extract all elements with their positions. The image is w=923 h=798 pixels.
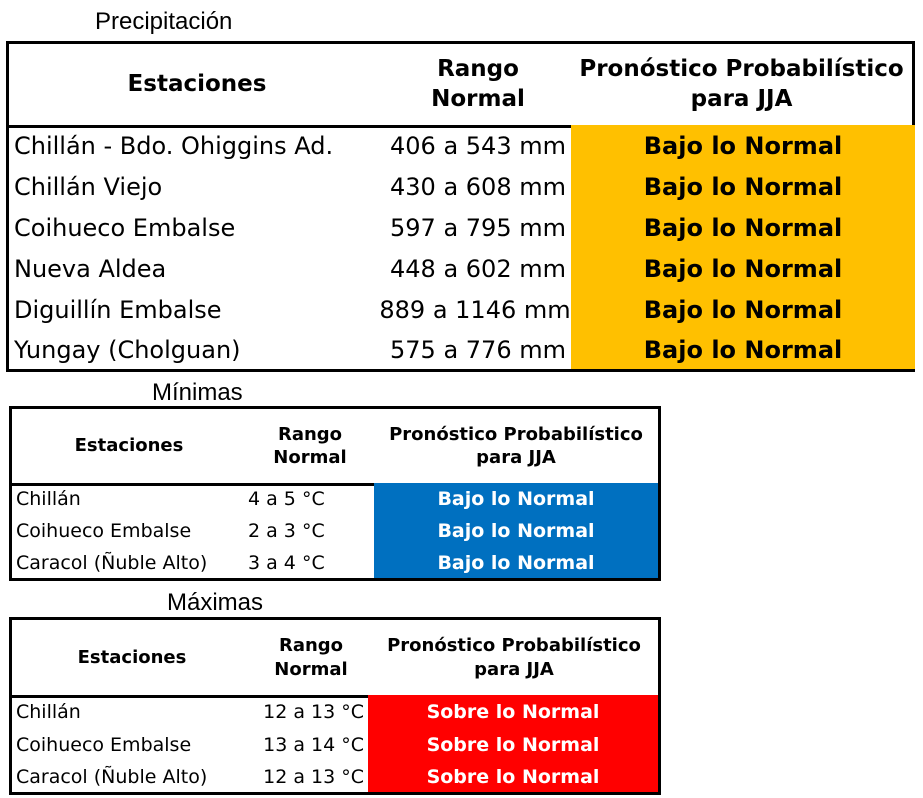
- station-name: Diguillín Embalse: [14, 295, 222, 324]
- forecast-badge: Bajo lo Normal: [571, 166, 915, 207]
- forecast-badge: Sobre lo Normal: [368, 761, 658, 792]
- precipitacion-table: [6, 41, 915, 372]
- forecast-badge: Bajo lo Normal: [374, 483, 658, 515]
- header-pronostico: Pronóstico Probabilístico para JJA: [387, 635, 641, 680]
- header-rango-normal: Rango Normal: [273, 423, 347, 468]
- station-name: Chillán - Bdo. Ohiggins Ad.: [14, 131, 334, 160]
- table-row: [12, 515, 658, 547]
- station-name: Caracol (Ñuble Alto): [16, 551, 208, 574]
- range-value: 12 a 13 °C: [263, 765, 364, 788]
- range-value: 430 a 608 mm: [390, 172, 566, 201]
- station-name: Chillán Viejo: [14, 172, 163, 201]
- station-name: Chillán: [16, 700, 81, 723]
- forecast-badge: Bajo lo Normal: [374, 515, 658, 547]
- range-value: 889 a 1146 mm: [379, 295, 571, 324]
- table-row: [12, 761, 658, 792]
- range-value: 13 a 14 °C: [263, 733, 364, 756]
- maximas-header: [12, 620, 658, 698]
- maximas-title: Máximas: [167, 589, 264, 616]
- station-name: Coihueco Embalse: [14, 213, 236, 242]
- minimas-header: [12, 409, 658, 486]
- header-pronostico: Pronóstico Probabilístico para JJA: [579, 55, 904, 112]
- forecast-badge: Bajo lo Normal: [571, 125, 915, 166]
- range-value: 406 a 543 mm: [390, 131, 566, 160]
- range-value: 3 a 4 °C: [248, 551, 325, 574]
- forecast-badge: Bajo lo Normal: [571, 289, 915, 330]
- header-rango-normal: Rango Normal: [274, 635, 348, 680]
- header-pronostico: Pronóstico Probabilístico para JJA: [389, 423, 643, 468]
- range-value: 597 a 795 mm: [390, 213, 566, 242]
- range-value: 575 a 776 mm: [390, 335, 566, 364]
- minimas-table: [9, 406, 661, 581]
- station-name: Caracol (Ñuble Alto): [16, 765, 208, 788]
- station-name: Nueva Aldea: [14, 254, 167, 283]
- table-row: [9, 125, 912, 166]
- forecast-badge: Bajo lo Normal: [374, 547, 658, 578]
- table-row: [12, 547, 658, 578]
- minimas-title: Mínimas: [152, 379, 243, 406]
- table-row: [9, 248, 912, 289]
- table-row: [9, 166, 912, 207]
- header-estaciones: Estaciones: [127, 70, 267, 97]
- header-rango-normal: Rango Normal: [431, 55, 525, 112]
- station-name: Coihueco Embalse: [16, 733, 192, 756]
- station-name: Yungay (Cholguan): [14, 335, 241, 364]
- precipitacion-header: [9, 44, 912, 128]
- maximas-table: [9, 617, 661, 795]
- table-row: [12, 695, 658, 728]
- range-value: 2 a 3 °C: [248, 520, 325, 542]
- table-row: [9, 207, 912, 248]
- range-value: 12 a 13 °C: [263, 700, 364, 723]
- forecast-badge: Sobre lo Normal: [368, 728, 658, 761]
- header-estaciones: Estaciones: [77, 646, 187, 668]
- precipitacion-title: Precipitación: [95, 8, 233, 35]
- forecast-badge: Bajo lo Normal: [571, 248, 915, 289]
- forecast-badge: Sobre lo Normal: [368, 695, 658, 728]
- header-estaciones: Estaciones: [74, 435, 184, 457]
- table-row: [9, 330, 912, 369]
- table-row: [12, 483, 658, 515]
- station-name: Chillán: [16, 488, 81, 510]
- table-row: [12, 728, 658, 761]
- range-value: 4 a 5 °C: [248, 488, 325, 510]
- forecast-badge: Bajo lo Normal: [571, 330, 915, 369]
- station-name: Coihueco Embalse: [16, 520, 192, 542]
- range-value: 448 a 602 mm: [390, 254, 566, 283]
- table-row: [9, 289, 912, 330]
- forecast-badge: Bajo lo Normal: [571, 207, 915, 248]
